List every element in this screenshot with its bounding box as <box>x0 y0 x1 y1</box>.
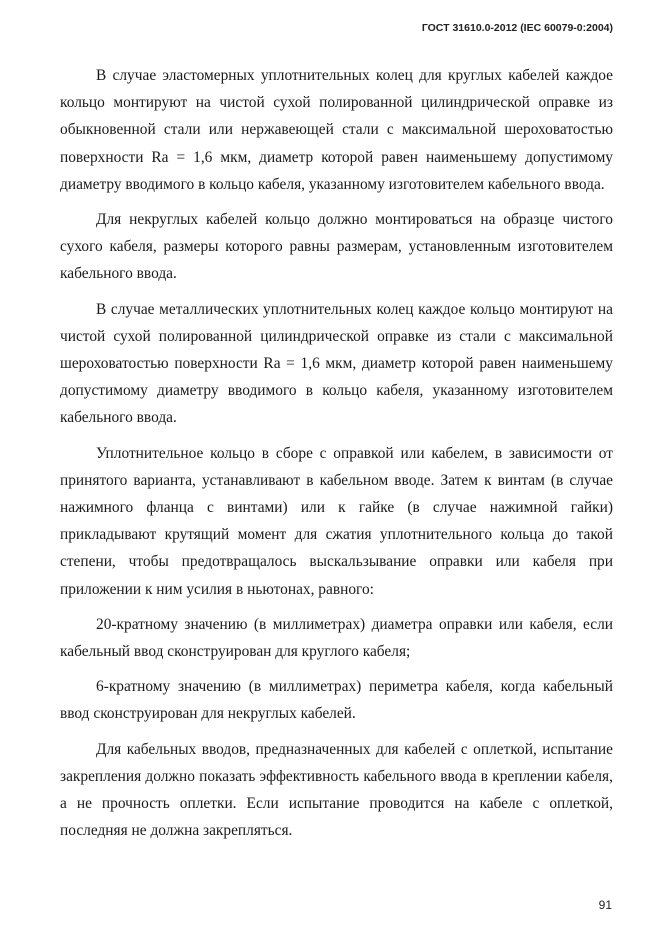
document-body <box>60 62 613 852</box>
paragraph-noncircular-cables: Для некруглых кабелей кольцо должно монтироваться на образце чистого сухого кабеля, размеры которого равны размерам, установленным изготовителем кабельного ввода. <box>60 211 613 283</box>
standard-header: ГОСТ 31610.0-2012 (IEC 60079-0:2004) <box>421 22 613 34</box>
paragraph-assembly-torque: Уплотнительное кольцо в сборе с оправкой или кабелем, в зависимости от принятого варианта, устанавливают в кабельном вводе. Затем к винтам (в случае нажимного фланца с винтами) или к гайке (в случае нажимной гайки) прикладывают крутящий момент для сжатия уплотнительного кольца до такой степени, чтобы предотвращалось выскальзывание оправки или кабеля при приложении к ним усилия в ньютонах, равного: <box>60 444 613 598</box>
paragraph-round-cable-force: 20-кратному значению (в миллиметрах) диаметра оправки или кабеля, если кабельный ввод сконструирован для круглого кабеля; <box>60 615 613 661</box>
page-number: 91 <box>598 898 612 912</box>
paragraph-elastomer-rings: В случае эластомерных уплотнительных колец для круглых кабелей каждое кольцо монтируют на чистой сухой полированной цилиндрической оправке из обыкновенной стали или нержавеющей стали с максимальной шероховатостью поверхности Ra = 1,6 мкм, диаметр которой равен наименьшему допустимому диаметру вводимого в кольцо кабеля, указанному изготовителем кабельного ввода. <box>60 67 613 193</box>
paragraph-braided-cables: Для кабельных вводов, предназначенных для кабелей с оплеткой, испытание закрепления должно показать эффективность кабельного ввода в креплении кабеля, а не прочность оплетки. Если испытание проводится на кабеле с оплеткой, последняя не должна закрепляться. <box>60 740 613 840</box>
paragraph-noncircular-force: 6-кратному значению (в миллиметрах) периметра кабеля, когда кабельный ввод сконструирован для некруглых кабелей. <box>60 678 613 723</box>
paragraph-metal-rings: В случае металлических уплотнительных колец каждое кольцо монтируют на чистой сухой полированной цилиндрической оправке из стали с максимальной шероховатостью поверхности Ra = 1,6 мкм, диаметр которой равен наименьшему допустимому диаметру вводимого в кольцо кабеля, указанному изготовителем кабельного ввода. <box>60 300 613 427</box>
